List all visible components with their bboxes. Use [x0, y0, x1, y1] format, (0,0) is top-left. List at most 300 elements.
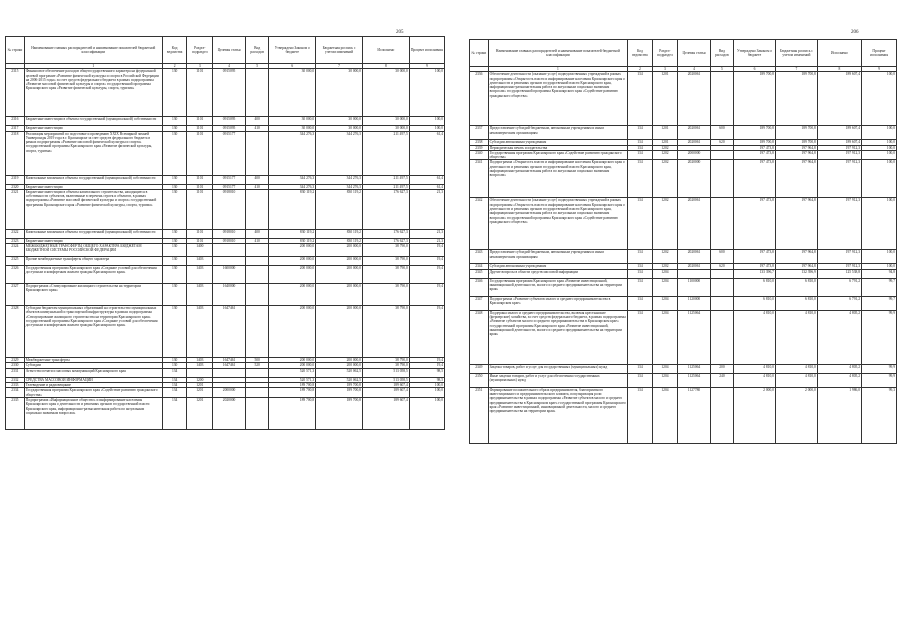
- column-index-cell: 4: [678, 67, 711, 72]
- department-code: 130: [162, 126, 187, 131]
- row-name: Периодическая печать и издательства: [488, 145, 628, 150]
- department-code: 130: [162, 244, 187, 257]
- department-code: 134: [628, 373, 652, 387]
- row-number: 2332: [6, 377, 25, 382]
- section-code: 1204: [652, 296, 678, 310]
- executed-amount: 4 805,2: [817, 364, 861, 373]
- department-code: 130: [162, 189, 187, 229]
- target-article: 2020061: [678, 72, 711, 126]
- target-article: 2020000: [213, 397, 246, 429]
- target-article: 1647461: [213, 306, 246, 358]
- executed-amount: 197 912,3: [817, 264, 861, 269]
- approved-amount: 197 473,8: [734, 150, 776, 160]
- approved-amount: 520 571,3: [269, 377, 316, 382]
- column-header: Код ведомства: [628, 40, 652, 67]
- table-row: [470, 296, 897, 310]
- expense-type: 620: [710, 264, 733, 269]
- expense-type: [710, 278, 733, 296]
- expense-type: [710, 150, 733, 160]
- executed-amount: 4 805,2: [817, 310, 861, 364]
- row-number: 2343: [470, 250, 489, 264]
- row-number: 2345: [470, 269, 489, 278]
- row-number: 2327: [6, 284, 25, 306]
- section-code: 1204: [652, 387, 678, 443]
- expense-type: [710, 198, 733, 250]
- row-name: Подпрограмма «Информационное общество» и информирование населения Красноярского края о деятельности и решениях органов государственной власти Красноярского края, информационно-разъяснительная работа по актуальным социально значимым вопросам»: [24, 397, 162, 429]
- department-code: 130: [162, 306, 187, 358]
- row-number: 2350: [470, 373, 489, 387]
- row-number: 2339: [470, 145, 489, 150]
- department-code: 134: [162, 383, 187, 388]
- column-index-cell: 4: [213, 64, 246, 69]
- section-code: 1101: [187, 131, 213, 175]
- row-number: 2349: [470, 364, 489, 373]
- row-name: Финансовое обеспечение расходов общегосударственного характера на федеральной целевой программе «Развитие физической культуры и спорта в Российской Федерации на 2006-2015 годы» за счет средств федерального бюджета в рамках подпрограммы «Развитие массовой физической культуры и спорта» государственной программы Красноярского края «Развитие физической культуры, спорта, туризма»: [24, 69, 162, 117]
- row-number: 2318: [6, 131, 25, 175]
- executed-amount: 38 790,0: [362, 266, 409, 284]
- executed-amount: 125 538,8: [817, 269, 861, 278]
- column-header: Исполнено: [362, 37, 409, 64]
- target-article: 1120000: [678, 296, 711, 310]
- execution-percent: 99,7: [862, 296, 897, 310]
- target-article: 2000000: [678, 150, 711, 160]
- column-index-cell: 5: [710, 67, 733, 72]
- approved-amount: 830 119,2: [269, 229, 316, 238]
- budget-amount: 189 700,8: [316, 383, 363, 388]
- approved-amount: 200 000,0: [269, 257, 316, 266]
- row-name: Другие вопросы в области средств массовой информации: [488, 269, 628, 278]
- execution-percent: 19,4: [409, 358, 444, 363]
- column-header: Целевая статья: [678, 40, 711, 67]
- execution-percent: 21,3: [409, 229, 444, 238]
- row-number: 2317: [6, 126, 25, 131]
- executed-amount: 189 607,4: [817, 140, 861, 145]
- section-code: 1202: [652, 160, 678, 198]
- expense-type: 240: [710, 373, 733, 387]
- budget-amount: 200 000,0: [316, 257, 363, 266]
- department-code: 134: [162, 368, 187, 377]
- section-code: 1101: [187, 126, 213, 131]
- target-article: 1125064: [678, 364, 711, 373]
- column-index-cell: 9: [862, 67, 897, 72]
- column-index-cell: 1: [488, 67, 628, 72]
- section-code: 1201: [187, 397, 213, 429]
- table-row: [6, 257, 445, 266]
- execution-percent: 100,0: [409, 117, 444, 126]
- row-name: Межбюджетные трансферты: [24, 358, 162, 363]
- executed-amount: 211 497,5: [362, 184, 409, 189]
- approved-amount: 189 700,8: [734, 140, 776, 145]
- expense-type: 600: [710, 126, 733, 140]
- budget-amount: 200 000,0: [316, 358, 363, 363]
- approved-amount: 830 119,2: [269, 189, 316, 229]
- column-header: Процент исполнения: [409, 37, 444, 64]
- department-code: 134: [628, 145, 652, 150]
- approved-amount: 30 000,0: [269, 117, 316, 126]
- row-name: Агентство печати и массовых коммуникаций Красноярского края: [24, 368, 162, 377]
- target-article: 0915177: [213, 175, 246, 184]
- section-code: 1101: [187, 117, 213, 126]
- table-row: [470, 72, 897, 126]
- budget-amount: 197 964,8: [775, 250, 817, 264]
- department-code: 134: [628, 387, 652, 443]
- budget-amount: 200 000,0: [316, 284, 363, 306]
- department-code: 134: [628, 126, 652, 140]
- approved-amount: 189 700,8: [734, 126, 776, 140]
- row-name: Обеспечение деятельности (оказание услуг) подведомственных учреждений в рамках подпрограммы «Открытость власти и информирование населения Красноярского края о деятельности и решениях органов государственной власти Красноярского края, информационно-разъяснительная работа по актуальным социально значимым вопросам» государственной программы Красноярского края «Содействие развитию гражданского общества»: [488, 198, 628, 250]
- row-number: 2323: [6, 238, 25, 243]
- budget-amount: 344 276,3: [316, 175, 363, 184]
- column-header: Наименование главных распорядителей и наименование показателей бюджетной классификации: [24, 37, 162, 64]
- expense-type: [245, 397, 268, 429]
- row-name: Субсидии бюджетам муниципальных образований на строительство муниципальных объектов коммунальной и транспортной инфраструктуры в рамках подпрограммы «Стимулирование жилищного строительства на территории Красноярского края» государственной программы Красноярского края «Создание условий для обеспечения доступным и комфортным жильем граждан Красноярского края»: [24, 306, 162, 358]
- approved-amount: 197 473,8: [734, 198, 776, 250]
- section-code: 1204: [652, 269, 678, 278]
- table-row: [6, 229, 445, 238]
- execution-percent: 100,0: [862, 250, 897, 264]
- column-header: Вид расходов: [710, 40, 733, 67]
- section-code: 1101: [187, 69, 213, 117]
- execution-percent: 21,3: [409, 189, 444, 229]
- column-index-cell: 9: [409, 64, 444, 69]
- section-code: 1201: [652, 126, 678, 140]
- budget-amount: 30 000,0: [316, 117, 363, 126]
- expense-type: 400: [245, 175, 268, 184]
- row-name: Закупка товаров, работ и услуг для государственных (муниципальных) нужд: [488, 364, 628, 373]
- department-code: 134: [628, 296, 652, 310]
- expense-type: [710, 310, 733, 364]
- target-article: [213, 368, 246, 377]
- approved-amount: 197 473,8: [734, 264, 776, 269]
- row-number: 2315: [6, 69, 25, 117]
- budget-amount: 200 000,0: [316, 363, 363, 368]
- execution-percent: 94,8: [862, 269, 897, 278]
- budget-amount: 200 000,0: [316, 306, 363, 358]
- column-index-cell: 6: [269, 64, 316, 69]
- row-number: 2325: [6, 257, 25, 266]
- budget-amount: 189 700,8: [775, 140, 817, 145]
- row-name: Бюджетные инвестиции: [24, 184, 162, 189]
- execution-percent: 98,5: [409, 377, 444, 382]
- department-code: 130: [162, 117, 187, 126]
- approved-amount: 344 276,3: [269, 175, 316, 184]
- budget-amount: 4 810,0: [775, 310, 817, 364]
- executed-amount: 30 000,0: [362, 126, 409, 131]
- row-name: Реализация мероприятий по подготовке и проведению XXIX Всемирной зимней Универсиады 2019 года в г. Красноярске за счет средств федерального бюджета в рамках подпрограммы «Развитие массовой физической культуры и спорта» государственной программы Красноярского края «Развитие физической культуры, спорта, туризма»: [24, 131, 162, 175]
- execution-percent: 100,0: [409, 388, 444, 398]
- row-number: 2319: [6, 175, 25, 184]
- department-code: 134: [628, 264, 652, 269]
- executed-amount: 6 791,2: [817, 296, 861, 310]
- executed-amount: 189 607,4: [362, 397, 409, 429]
- budget-amount: 6 810,0: [775, 296, 817, 310]
- department-code: 134: [628, 198, 652, 250]
- budget-amount: 189 700,8: [316, 397, 363, 429]
- target-article: 1600000: [213, 266, 246, 284]
- execution-percent: 61,4: [409, 184, 444, 189]
- expense-type: [245, 266, 268, 284]
- column-index-cell: 3: [652, 67, 678, 72]
- row-number: 2321: [6, 189, 25, 229]
- execution-percent: 100,0: [862, 140, 897, 145]
- approved-amount: 4 810,0: [734, 310, 776, 364]
- target-article: 1640000: [213, 284, 246, 306]
- target-article: 2000000: [213, 388, 246, 398]
- budget-amount: 6 810,0: [775, 278, 817, 296]
- department-code: 134: [628, 150, 652, 160]
- table-row: [470, 126, 897, 140]
- budget-amount: 344 276,3: [316, 131, 363, 175]
- column-header: Раздел-подраздел: [187, 37, 213, 64]
- table-row: [6, 306, 445, 358]
- column-header: Процент исполнения: [862, 40, 897, 67]
- table-row: [470, 160, 897, 198]
- executed-amount: 211 497,5: [362, 175, 409, 184]
- budget-amount: 197 964,8: [775, 264, 817, 269]
- department-code: 130: [162, 266, 187, 284]
- row-number: 2324: [6, 244, 25, 257]
- page-number: 206: [851, 30, 859, 35]
- column-index-cell: 8: [817, 67, 861, 72]
- row-number: 2333: [6, 383, 25, 388]
- table-row: [6, 117, 445, 126]
- approved-amount: 830 119,2: [269, 238, 316, 243]
- row-number: 2344: [470, 264, 489, 269]
- executed-amount: 38 790,0: [362, 257, 409, 266]
- row-number: 2347: [470, 296, 489, 310]
- execution-percent: 61,4: [409, 175, 444, 184]
- executed-amount: 38 790,0: [362, 306, 409, 358]
- budget-amount: 189 700,8: [316, 388, 363, 398]
- section-code: 1403: [187, 358, 213, 363]
- row-name: Подпрограмма «Стимулирование жилищного строительства на территории Красноярского края»: [24, 284, 162, 306]
- executed-amount: 197 912,3: [817, 150, 861, 160]
- row-name: Подпрограмма «Развитие субъектов малого и среднего предпринимательства в Красноярском крае»: [488, 296, 628, 310]
- expense-type: [245, 69, 268, 117]
- table-row: [470, 269, 897, 278]
- table-row: [6, 284, 445, 306]
- row-number: 2335: [6, 397, 25, 429]
- row-name: Иные закупки товаров, работ и услуг для обеспечения государственных (муниципальных) нужд: [488, 373, 628, 387]
- approved-amount: 200 000,0: [269, 284, 316, 306]
- expense-type: [245, 368, 268, 377]
- column-index-cell: 2: [628, 67, 652, 72]
- table-row: [6, 189, 445, 229]
- budget-amount: 200 000,0: [316, 266, 363, 284]
- executed-amount: 38 790,0: [362, 363, 409, 368]
- section-code: 1202: [652, 145, 678, 150]
- executed-amount: 189 607,4: [362, 388, 409, 398]
- expense-type: 620: [710, 140, 733, 145]
- column-index-cell: 3: [187, 64, 213, 69]
- approved-amount: 200 000,0: [269, 363, 316, 368]
- execution-percent: 99,3: [862, 387, 897, 443]
- table-row: [6, 131, 445, 175]
- department-code: 134: [162, 377, 187, 382]
- table-row: [6, 397, 445, 429]
- section-code: 1204: [652, 278, 678, 296]
- section-code: 1200: [187, 377, 213, 382]
- expense-type: [245, 306, 268, 358]
- column-header: Бюджетная роспись с учетом изменений: [316, 37, 363, 64]
- row-name: Бюджетные инвестиции в объекты государственной (муниципальной) собственности: [24, 117, 162, 126]
- column-header: Код ведомства: [162, 37, 187, 64]
- section-code: 1201: [187, 388, 213, 398]
- row-number: 2336: [470, 72, 489, 126]
- executed-amount: 6 791,2: [817, 278, 861, 296]
- expense-type: [245, 189, 268, 229]
- target-article: 2020000: [678, 160, 711, 198]
- target-article: 1100000: [678, 278, 711, 296]
- table-row: [6, 266, 445, 284]
- budget-amount: 830 119,2: [316, 238, 363, 243]
- department-code: 130: [162, 257, 187, 266]
- execution-percent: 99,9: [862, 373, 897, 387]
- approved-amount: 4 810,0: [734, 373, 776, 387]
- column-header: № строки: [6, 37, 25, 64]
- row-name: СРЕДСТВА МАССОВОЙ ИНФОРМАЦИИ: [24, 377, 162, 382]
- section-code: 1202: [652, 198, 678, 250]
- execution-percent: 100,0: [409, 397, 444, 429]
- section-code: 1204: [652, 373, 678, 387]
- row-number: 2329: [6, 358, 25, 363]
- section-code: 1403: [187, 266, 213, 284]
- executed-amount: 4 805,2: [817, 373, 861, 387]
- budget-amount: 520 062,5: [316, 368, 363, 377]
- approved-amount: 4 810,0: [734, 364, 776, 373]
- approved-amount: 30 000,0: [269, 126, 316, 131]
- row-number: 2330: [6, 363, 25, 368]
- expense-type: 410: [245, 238, 268, 243]
- executed-amount: 211 497,5: [362, 131, 409, 175]
- section-code: 1101: [187, 189, 213, 229]
- department-code: 130: [162, 358, 187, 363]
- row-name: МЕЖБЮДЖЕТНЫЕ ТРАНСФЕРТЫ ОБЩЕГО ХАРАКТЕРА БЮДЖЕТАМ БЮДЖЕТНОЙ СИСТЕМЫ РОССИЙСКОЙ ФЕДЕРАЦИИ: [24, 244, 162, 257]
- target-article: 0915095: [213, 69, 246, 117]
- execution-percent: 100,0: [862, 72, 897, 126]
- row-name: Поддержка малого и среднего предпринимательства, включая крестьянские (фермерские) хозяйства, за счет средств федерального бюджета, в рамках подпрограммы «Развитие субъектов малого и среднего предпринимательства в Красноярском крае» государственной программы Красноярского края «Развитие инвестиционной, инновационной деятельности, малого и среднего предпринимательства на территории края»: [488, 310, 628, 364]
- execution-percent: 21,3: [409, 238, 444, 243]
- row-name: Формирование положительного образа предпринимателя, благоприятного инвестиционного и предпринимательского климата, популяризация роли предпринимательства в рамках подпрограммы «Развитие субъектов малого и среднего предпринимательства в Красноярском крае» государственной программы Красноярского края «Развитие инвестиционной, инновационной деятельности, малого и среднего предпринимательства на территории края»: [488, 387, 628, 443]
- budget-amount: 189 700,8: [775, 72, 817, 126]
- executed-amount: 1 986,0: [817, 387, 861, 443]
- execution-percent: 100,0: [409, 383, 444, 388]
- section-code: 1403: [187, 257, 213, 266]
- column-header: Утверждено Законом о бюджете: [734, 40, 776, 67]
- executed-amount: 197 912,3: [817, 160, 861, 198]
- column-index-cell: 5: [245, 64, 268, 69]
- expense-type: 200: [710, 364, 733, 373]
- budget-amount: 197 964,8: [775, 160, 817, 198]
- table-row: [470, 310, 897, 364]
- executed-amount: 30 000,0: [362, 69, 409, 117]
- expense-type: [245, 244, 268, 257]
- row-number: 2320: [6, 184, 25, 189]
- header-row: [470, 40, 897, 67]
- row-name: Обеспечение деятельности (оказание услуг) подведомственных учреждений в рамках подпрограммы «Открытость власти и информирование населения Красноярского края о деятельности и решениях органов государственной власти Красноярского края, информационно-разъяснительная работа по актуальным социально значимым вопросам» государственной программы Красноярского края «Содействие развитию гражданского общества»: [488, 72, 628, 126]
- header-row: [6, 37, 445, 64]
- department-code: 134: [628, 364, 652, 373]
- table-row: [6, 388, 445, 398]
- expense-type: [245, 284, 268, 306]
- expense-type: 520: [245, 363, 268, 368]
- section-code: 1403: [187, 284, 213, 306]
- target-article: 0918010: [213, 229, 246, 238]
- department-code: 134: [628, 278, 652, 296]
- budget-table: [469, 39, 897, 444]
- table-row: [470, 198, 897, 250]
- row-name: Государственная программа Красноярского края «Развитие инвестиционной, инновационной деятельности, малого и среднего предпринимательства на территории края»: [488, 278, 628, 296]
- department-code: 134: [628, 250, 652, 264]
- table-row: [470, 364, 897, 373]
- target-article: 1125064: [678, 310, 711, 364]
- budget-amount: 197 964,8: [775, 145, 817, 150]
- executed-amount: 38 790,0: [362, 284, 409, 306]
- department-code: 130: [162, 284, 187, 306]
- section-code: 1101: [187, 238, 213, 243]
- table-row: [470, 278, 897, 296]
- department-code: 130: [162, 363, 187, 368]
- executed-amount: 189 607,4: [362, 383, 409, 388]
- executed-amount: 197 912,3: [817, 198, 861, 250]
- column-header: № строки: [470, 40, 489, 67]
- expense-type: [710, 296, 733, 310]
- approved-amount: 133 396,7: [734, 269, 776, 278]
- expense-type: 500: [245, 358, 268, 363]
- column-header: Наименование главных распорядителей и наименование показателей бюджетной классификации: [488, 40, 628, 67]
- section-code: 1101: [187, 229, 213, 238]
- expense-type: [710, 387, 733, 443]
- row-name: Прочие межбюджетные трансферты общего характера: [24, 257, 162, 266]
- expense-type: [245, 388, 268, 398]
- table-row: [470, 150, 897, 160]
- budget-amount: 520 062,5: [316, 377, 363, 382]
- executed-amount: 189 607,4: [817, 72, 861, 126]
- approved-amount: 189 700,8: [734, 72, 776, 126]
- budget-amount: 4 810,0: [775, 364, 817, 373]
- column-header: Бюджетная роспись с учетом изменений: [775, 40, 817, 67]
- section-code: 1202: [652, 150, 678, 160]
- table-row: [6, 368, 445, 377]
- target-article: 2020061: [678, 198, 711, 250]
- target-article: 1127780: [678, 387, 711, 443]
- row-name: Подпрограмма «Открытость власти и информирование населения Красноярского края о деятельности и решениях органов государственной власти Красноярского края, информационно-разъяснительная работа по актуальным социально значимым вопросам»: [488, 160, 628, 198]
- budget-amount: 200 000,0: [316, 244, 363, 257]
- executed-amount: 513 058,5: [362, 377, 409, 382]
- executed-amount: 197 912,3: [817, 250, 861, 264]
- expense-type: 400: [245, 117, 268, 126]
- approved-amount: 197 473,8: [734, 160, 776, 198]
- row-name: Телевидение и радиовещание: [24, 383, 162, 388]
- row-name: Государственная программа Красноярского края «Создание условий для обеспечения доступным и комфортным жильем граждан Красноярского края»: [24, 266, 162, 284]
- executed-amount: 38 790,0: [362, 358, 409, 363]
- row-number: 2346: [470, 278, 489, 296]
- column-index-cell: 2: [162, 64, 187, 69]
- approved-amount: 200 000,0: [269, 244, 316, 257]
- budget-amount: 30 000,0: [316, 69, 363, 117]
- row-name: Капитальные вложения в объекты государственной (муниципальной) собственности: [24, 175, 162, 184]
- column-header: Вид расходов: [245, 37, 268, 64]
- section-code: 1201: [187, 383, 213, 388]
- target-article: 0915177: [213, 131, 246, 175]
- department-code: 134: [628, 269, 652, 278]
- executed-amount: 38 790,0: [362, 244, 409, 257]
- section-code: 1101: [187, 175, 213, 184]
- row-name: Бюджетные инвестиции: [24, 126, 162, 131]
- table-row: [470, 373, 897, 387]
- executed-amount: 30 000,0: [362, 117, 409, 126]
- section-code: 1204: [652, 310, 678, 364]
